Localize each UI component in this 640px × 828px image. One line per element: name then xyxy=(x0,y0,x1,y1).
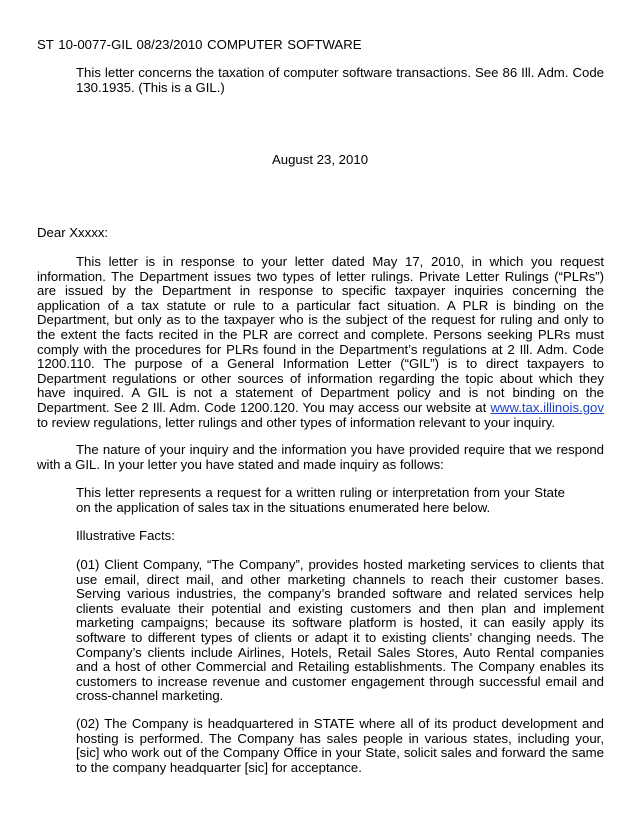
fact-01: (01) Client Company, “The Company”, provides hosted marketing services to clients that use email, direct mail, and other marketing channels to reach their customer bases. Serving various industries, the company’s branded software and related services help clients evaluate their potential and existing customers and then plan and implement marketing campaigns; because its software platform is hosted, it can easily apply its software to different types of clients or adapt it to existing clients’ changing needs. The Company’s clients include Airlines, Hotels, Retail Sales Stores, Auto Rental companies and a host of other Commercial and Retailing establishments. The Company enables its customers to increase revenue and customer engagement through successful email and cross-channel marketing. xyxy=(76,557,604,704)
paragraph-letter-rulings xyxy=(37,255,604,430)
salutation: Dear Xxxxx: xyxy=(37,225,109,240)
website-link[interactable]: www.tax.illinois.gov xyxy=(490,399,604,415)
paragraph-text: This letter is in response to your letter dated May 17, 2010, in which you request information. The Department issues two types of letter rulings. Private Letter Rulings (“PLRs”) are issued by the Department in response to specific taxpayer inquiries concerning the application of a tax statute or rule to a particular fact situation. A PLR is binding on the Department, but only as to the taxpayer who is the subject of the request for ruling and only to the extent the facts recited in the PLR are correct and complete. Persons seeking PLRs must comply with the procedures for PLRs found in the Department’s regulations at 2 Ill. Adm. Code 1200.110. The purpose of a General Information Letter (“GIL”) is to direct taxpayers to Department regulations or other sources of information regarding the topic about which they have inquired. A GIL is not a statement of Department policy and is not binding on the Department. See 2 Ill. Adm. Code 1200.120. You may access our website at xyxy=(37,254,604,415)
facts-heading: Illustrative Facts: xyxy=(76,528,175,543)
fact-02: (02) The Company is headquartered in STATE where all of its product development and hosting is performed. The Company has sales people in various states, including your, [sic] who work out of the Company Office in your State, solicit sales and forward the same to the company headquarter [sic] for acceptance. xyxy=(76,716,604,775)
document-header: ST 10-0077-GIL 08/23/2010 COMPUTER SOFTWARE xyxy=(37,37,362,52)
letter-date: August 23, 2010 xyxy=(271,152,369,167)
paragraph-gil-response: The nature of your inquiry and the information you have provided require that we respond with a GIL. In your letter you have stated and made inquiry as follows: xyxy=(37,442,604,472)
intro-summary: This letter concerns the taxation of computer software transactions. See 86 Ill. Adm. Code 130.1935. (This is a GIL.) xyxy=(76,65,604,95)
quoted-request: This letter represents a request for a written ruling or interpretation from your State on the application of sales tax in the situations enumerated here below. xyxy=(76,485,565,515)
paragraph-text-continued: to review regulations, letter rulings and other types of information relevant to your inquiry. xyxy=(37,414,555,430)
